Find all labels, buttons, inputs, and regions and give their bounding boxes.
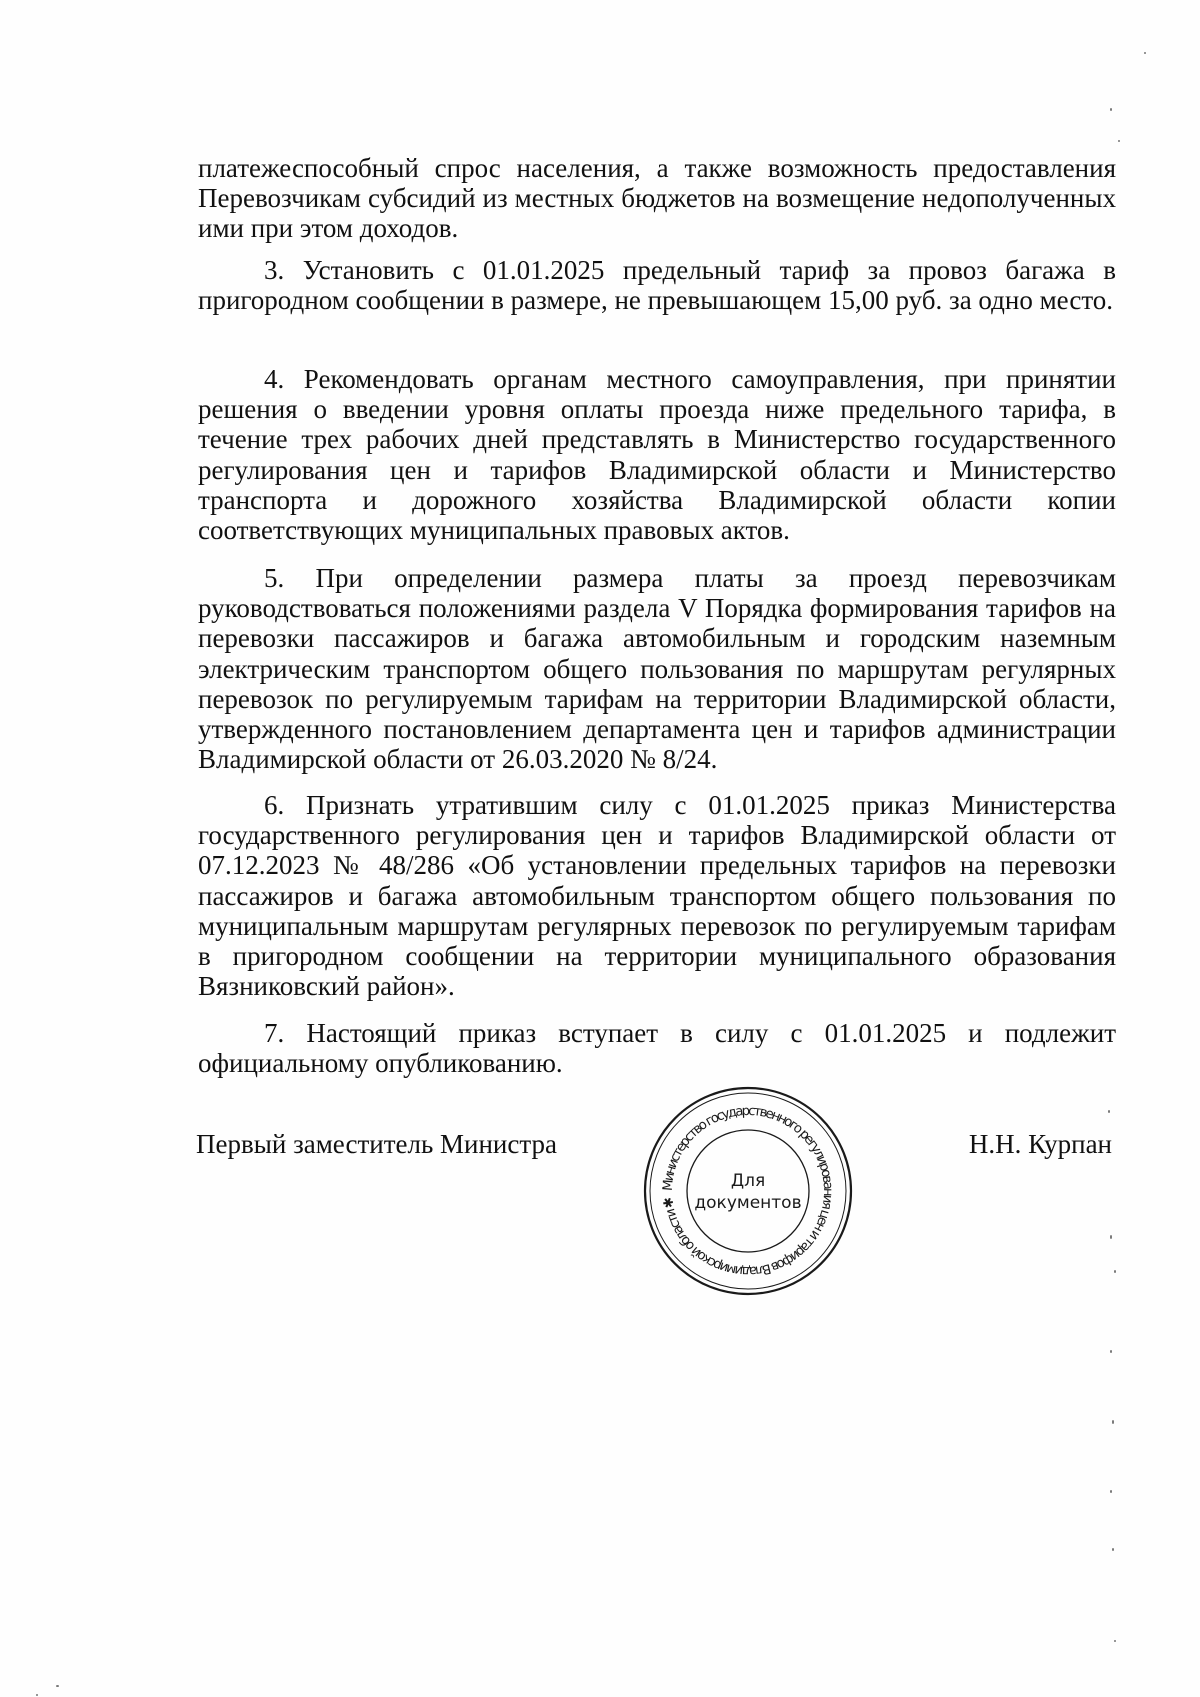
scan-speck xyxy=(1144,52,1146,54)
scan-speck xyxy=(56,1685,59,1687)
stamp-ring-text-path: Министерство государственного регулирования цен и тарифов Владимирской области ✱ xyxy=(660,1103,836,1279)
scan-speck xyxy=(1108,1110,1110,1113)
paragraph-5 xyxy=(198,563,1116,774)
signatory-name: Н.Н. Курпан xyxy=(968,1129,1112,1159)
official-stamp xyxy=(642,1085,854,1297)
paragraph-text: 6. Признать утратившим силу с 01.01.2025 приказ Министерства государственного регулирования цен и тарифов Владимирской области от 07.12.2023 № 48/286 «Об установлении предельных тарифов на перевозки пассажиров и багажа автомобильным транспортом общего пользования по муниципальным маршрутам регулярных перевозок по регулируемым тарифам в пригородном сообщении на территории муниципального образования Вязниковский район». xyxy=(198,790,1116,1002)
scan-speck xyxy=(1112,1548,1114,1551)
paragraph-text: 4. Рекомендовать органам местного самоуправления, при принятии решения о введении уровня оплаты проезда ниже предельного тарифа, в течение трех рабочих дней представлять в Министерство государственного регулирования цен и тарифов Владимирской области и Министерство транспорта и дорожного хозяйства Владимирской области копии соответствующих муниципальных правовых актов. xyxy=(198,364,1116,546)
scan-speck xyxy=(1112,1420,1114,1424)
paragraph-text: платежеспособный спрос населения, а также возможность предоставления Перевозчикам субсидий из местных бюджетов на возмещение недополученных ими при этом доходов. xyxy=(198,153,1116,244)
scan-speck xyxy=(1110,108,1112,111)
scan-speck xyxy=(1118,140,1120,142)
scan-speck xyxy=(1110,1235,1112,1239)
scan-speck xyxy=(1114,1640,1116,1642)
paragraph-6 xyxy=(198,790,1116,1001)
stamp-center-line-2: документов xyxy=(694,1193,802,1213)
paragraph-4 xyxy=(198,364,1116,545)
stamp-center-line-1: Для xyxy=(730,1171,766,1191)
paragraph-text: 5. При определении размера платы за проезд перевозчикам руководствоваться положениями раздела V Порядка формирования тарифов на перевозки пассажиров и багажа автомобильным и городским наземным электрическим транспортом общего пользования по маршрутам регулярных перевозок по регулируемым тарифам на территории Владимирской области, утвержденного постановлением департамента цен и тарифов администрации Владимирской области от 26.03.2020 № 8/24. xyxy=(198,563,1116,775)
paragraph-text: 7. Настоящий приказ вступает в силу с 01.01.2025 и подлежит официальному опубликованию. xyxy=(198,1018,1116,1079)
scan-speck xyxy=(1114,1270,1116,1273)
signatory-position: Первый заместитель Министра xyxy=(196,1129,557,1159)
paragraph-text: 3. Установить с 01.01.2025 предельный тариф за провоз багажа в пригородном сообщении в размере, не превышающем 15,00 руб. за одно место. xyxy=(198,255,1116,316)
paragraph-3 xyxy=(198,255,1116,315)
scan-speck xyxy=(1110,1350,1112,1353)
scan-speck xyxy=(1110,1490,1112,1493)
continuation-paragraph xyxy=(198,153,1116,244)
stamp-seal-icon xyxy=(642,1085,854,1297)
scan-speck xyxy=(36,1694,38,1696)
paragraph-7 xyxy=(198,1018,1116,1078)
